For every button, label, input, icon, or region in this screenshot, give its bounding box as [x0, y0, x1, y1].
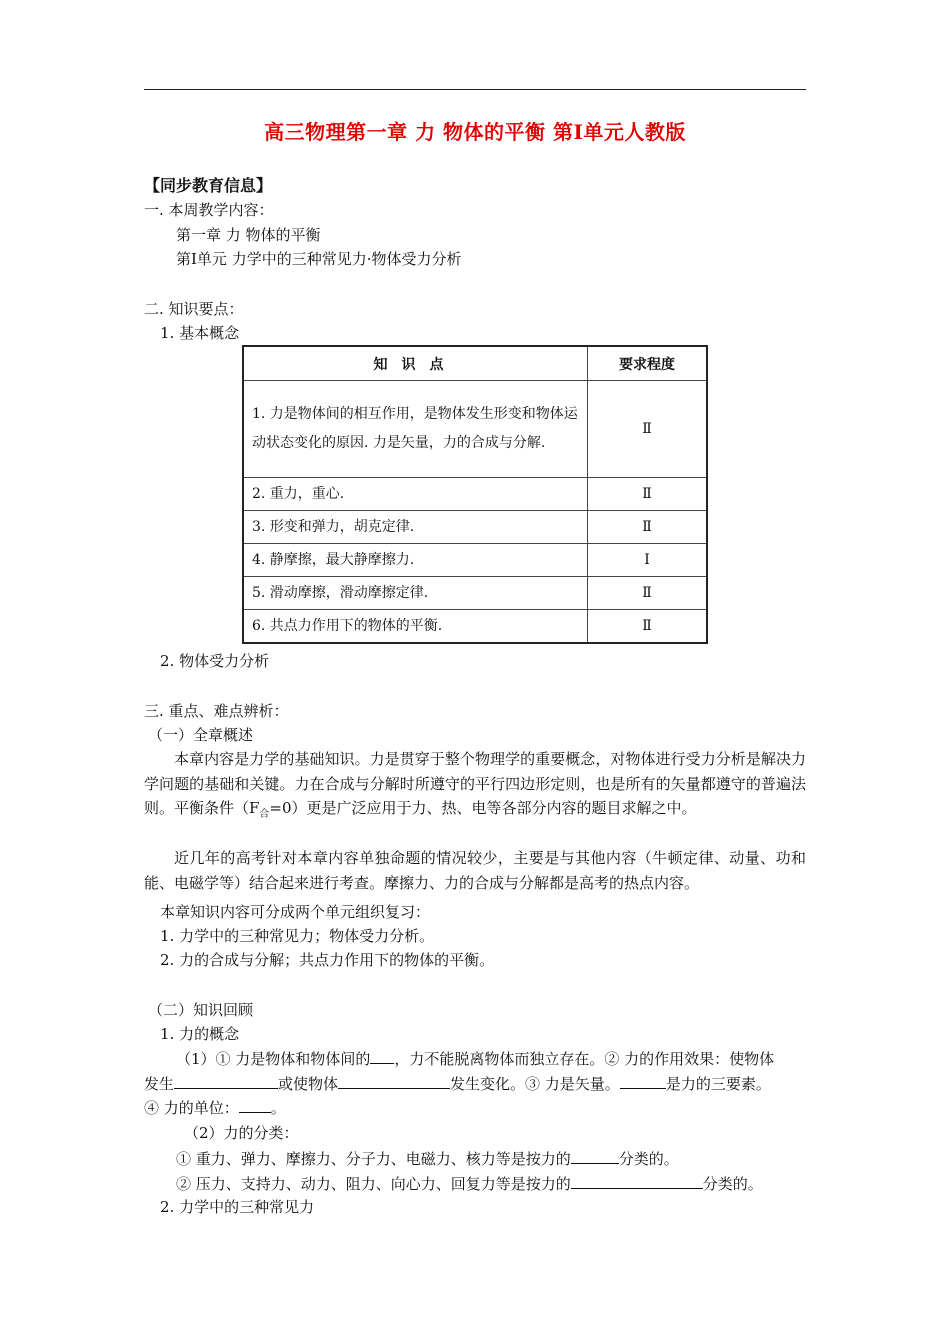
fill-blank[interactable] [338, 1074, 450, 1089]
s3-part1: （一）全章概述 [148, 726, 254, 744]
header-rule [144, 89, 806, 90]
fill-blank[interactable] [620, 1074, 666, 1089]
overview-subscript: 合 [259, 809, 270, 820]
s3-heading: 三. 重点、难点辨析： [144, 702, 289, 720]
fill-blank[interactable] [174, 1074, 278, 1089]
k1-line-c: ④ 力的单位： 。 [144, 1099, 286, 1117]
k1-line-b: 发生 或使物体 发生变化。③ 力是矢量。 是力的三要素。 [144, 1075, 771, 1093]
document-title: 高三物理第一章 力 物体的平衡 第I单元人教版 [264, 120, 686, 144]
table-header-level: 要求程度 [588, 346, 708, 381]
s2-sub2: 2. 物体受力分析 [160, 652, 270, 670]
table-row [243, 381, 707, 478]
exam-paragraph: 近几年的高考针对本章内容单独命题的情况较少，主要是与其他内容（牛顿定律、动量、功和能、电磁学等）结合起来进行考查。摩擦力、力的合成与分解都是高考的热点内容。 [144, 849, 806, 892]
s1-heading: 一. 本周教学内容： [144, 201, 274, 219]
table-cell-text: 4. 静摩擦，最大静摩擦力. [243, 544, 588, 577]
table-cell-level: Ⅱ [588, 577, 708, 610]
k1-class-b: ② 压力、支持力、动力、阻力、向心力、回复力等是按力的 分类的。 [176, 1175, 763, 1193]
fill-blank[interactable] [571, 1149, 619, 1164]
s1-item-2: 第I单元 力学中的三种常见力·物体受力分析 [176, 250, 462, 268]
fill-blank[interactable] [239, 1098, 271, 1113]
fill-blank[interactable] [571, 1174, 703, 1189]
section-header: 【同步教育信息】 [144, 176, 273, 195]
k1-classification: （2）力的分类： [184, 1124, 299, 1142]
table-row [243, 610, 707, 644]
table-cell-level: Ⅰ [588, 544, 708, 577]
table-cell-text: 3. 形变和弹力，胡克定律. [243, 511, 588, 544]
overview-text-b: =0）更是广泛应用于力、热、电等各部分内容的题目求解之中。 [269, 799, 697, 817]
table-cell-level: Ⅱ [588, 610, 708, 644]
table-cell-level: Ⅱ [588, 478, 708, 511]
table-cell-level: Ⅱ [588, 381, 708, 478]
table-cell-text: 6. 共点力作用下的物体的平衡. [243, 610, 588, 644]
table-header-knowledge: 知识点 [243, 346, 588, 381]
overview-text-a: 本章内容是力学的基础知识。力是贯穿于整个物理学的重要概念，对物体进行受力分析是解决力学问题的基础和关键。力在合成与分解时所遵守的平行四边形定则，也是所有的矢量都遵守的普遍法则。平衡条件（F [144, 750, 806, 817]
table-cell-text: 2. 重力，重心. [243, 478, 588, 511]
table-cell-level: Ⅱ [588, 511, 708, 544]
table-cell-text: 1. 力是物体间的相互作用，是物体发生形变和物体运动状态变化的原因. 力是矢量，力的合成与分解. [243, 381, 588, 478]
table-row [243, 544, 707, 577]
k1-line-a: （1）① 力是物体和物体间的 ，力不能脱离物体而独立存在。② 力的作用效果：使物体 [176, 1050, 775, 1068]
k2-heading: 2. 力学中的三种常见力 [160, 1198, 315, 1216]
s2-sub1: 1. 基本概念 [160, 324, 240, 342]
table-row [243, 577, 707, 610]
s3-part2: （二）知识回顾 [148, 1001, 254, 1019]
units-intro: 本章知识内容可分成两个单元组织复习： [160, 903, 431, 921]
unit-2: 2. 力的合成与分解；共点力作用下的物体的平衡。 [160, 951, 495, 969]
knowledge-table [242, 345, 708, 644]
table-cell-text: 5. 滑动摩擦，滑动摩擦定律. [243, 577, 588, 610]
overview-paragraph [144, 747, 806, 828]
table-row [243, 511, 707, 544]
table-row [243, 478, 707, 511]
k1-heading: 1. 力的概念 [160, 1025, 240, 1043]
s2-heading: 二. 知识要点： [144, 300, 244, 318]
s1-item-1: 第一章 力 物体的平衡 [176, 226, 321, 244]
fill-blank[interactable] [370, 1049, 394, 1064]
k1-class-a: ① 重力、弹力、摩擦力、分子力、电磁力、核力等是按力的 分类的。 [176, 1150, 679, 1168]
unit-1: 1. 力学中的三种常见力；物体受力分析。 [160, 927, 435, 945]
table-header-row [243, 346, 707, 381]
